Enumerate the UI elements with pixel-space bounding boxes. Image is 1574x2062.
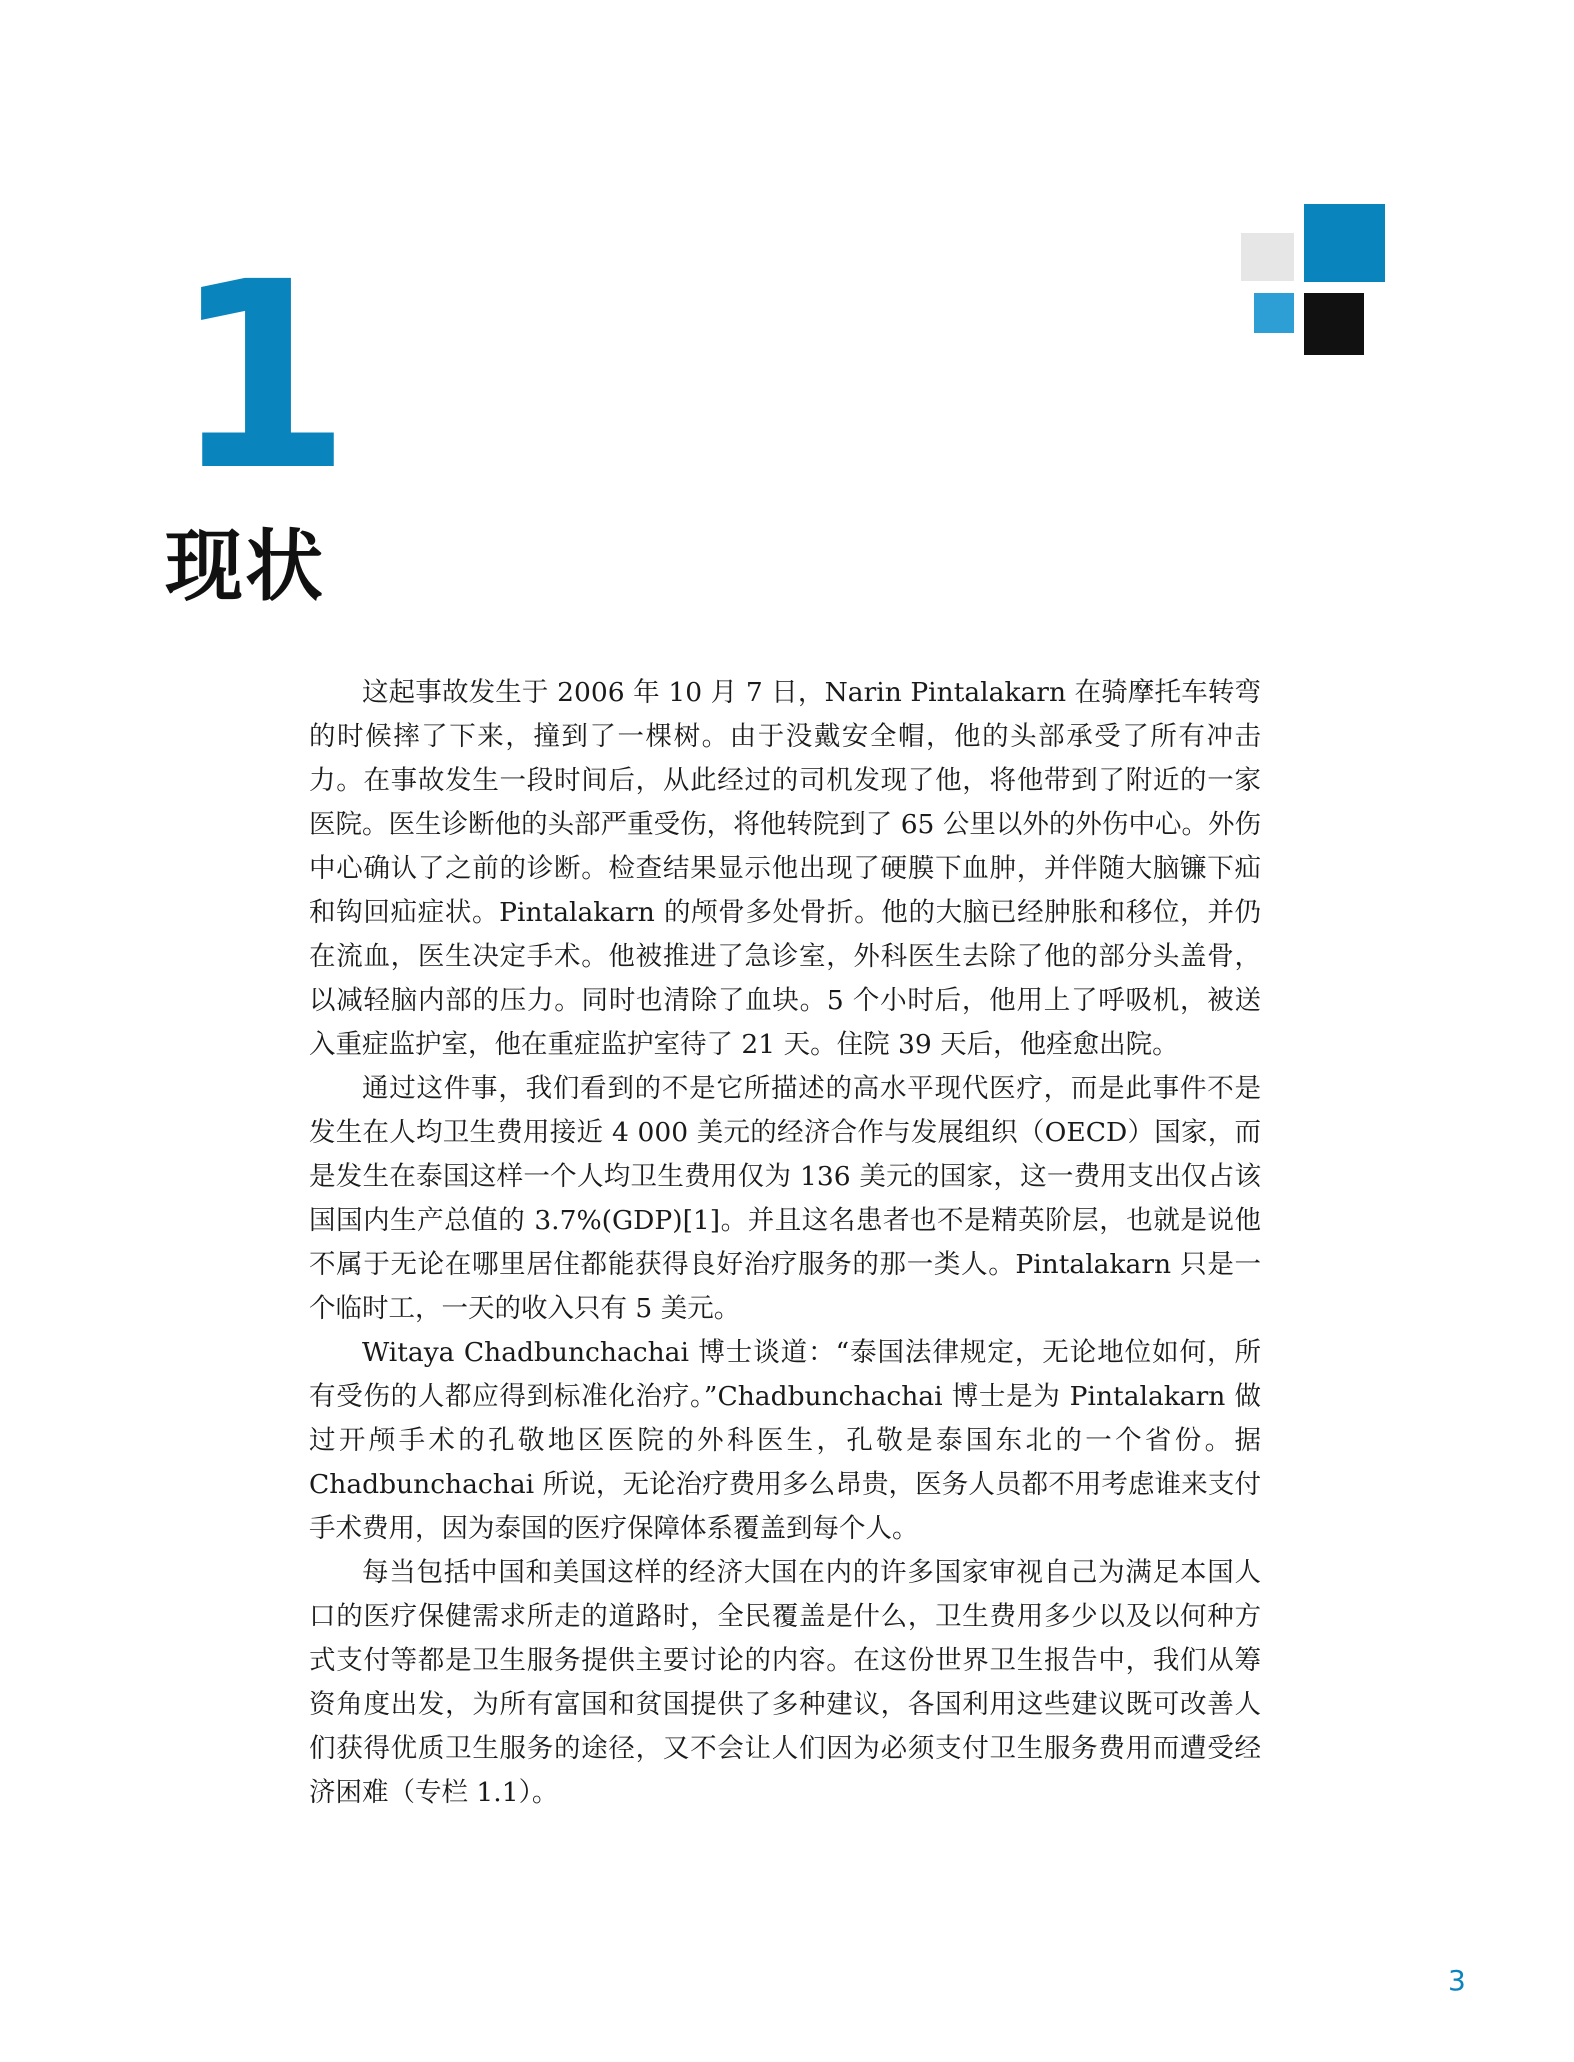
paragraph-doctor-quote: Witaya Chadbunchachai 博士谈道：“泰国法律规定，无论地位如何，所有受伤的人都应得到标准化治疗。”Chadbunchachai 博士是为 Pintalakarn 做过开颅手术的孔敬地区医院的外科医生，孔敬是泰国东北的一个省份。据 Chadbunchachai 所说，无论治疗费用多么昂贵，医务人员都不用考虑谁来支付手术费用，因为泰国的医疗保障体系覆盖到每个人。 [309,1337,1261,1544]
chapter-number: 1 [172,227,348,527]
body-text [309,671,1261,1815]
chapter-title: 现状 [165,521,326,612]
page-number: 3 [1448,1964,1466,1997]
decorative-gray-square [1241,233,1294,281]
decorative-blue-square-large [1304,204,1385,282]
paragraph-accident-story: 这起事故发生于 2006 年 10 月 7 日，Narin Pintalakarn 在骑摩托车转弯的时候摔了下来，撞到了一棵树。由于没戴安全帽，他的头部承受了所有冲击力。在事故发生一段时间后，从此经过的司机发现了他，将他带到了附近的一家医院。医生诊断他的头部严重受伤，将他转院到了 65 公里以外的外伤中心。外伤中心确认了之前的诊断。检查结果显示他出现了硬膜下血肿，并伴随大脑镰下疝和钩回疝症状。Pintalakarn 的颅骨多处骨折。他的大脑已经肿胀和移位，并仍在流血，医生决定手术。他被推进了急诊室，外科医生去除了他的部分头盖骨，以减轻脑内部的压力。同时也清除了血块。5 个小时后，他用上了呼吸机，被送入重症监护室，他在重症监护室待了 21 天。住院 39 天后，他痊愈出院。 [309,677,1261,1060]
decorative-blue-square-small [1254,293,1294,333]
paragraph-health-spending: 通过这件事，我们看到的不是它所描述的高水平现代医疗，而是此事件不是发生在人均卫生费用接近 4 000 美元的经济合作与发展组织（OECD）国家，而是发生在泰国这样一个人均卫生费用仅为 136 美元的国家，这一费用支出仅占该国国内生产总值的 3.7%(GDP)[1]。并且这名患者也不是精英阶层，也就是说他不属于无论在哪里居住都能获得良好治疗服务的那一类人。Pintalakarn 只是一个临时工，一天的收入只有 5 美元。 [309,1073,1261,1324]
decorative-black-square [1304,293,1364,355]
paragraph-report-overview: 每当包括中国和美国这样的经济大国在内的许多国家审视自己为满足本国人口的医疗保健需求所走的道路时，全民覆盖是什么，卫生费用多少以及以何种方式支付等都是卫生服务提供主要讨论的内容。在这份世界卫生报告中，我们从筹资角度出发，为所有富国和贫国提供了多种建议，各国利用这些建议既可改善人们获得优质卫生服务的途径，又不会让人们因为必须支付卫生服务费用而遭受经济困难（专栏 1.1）。 [309,1557,1261,1808]
